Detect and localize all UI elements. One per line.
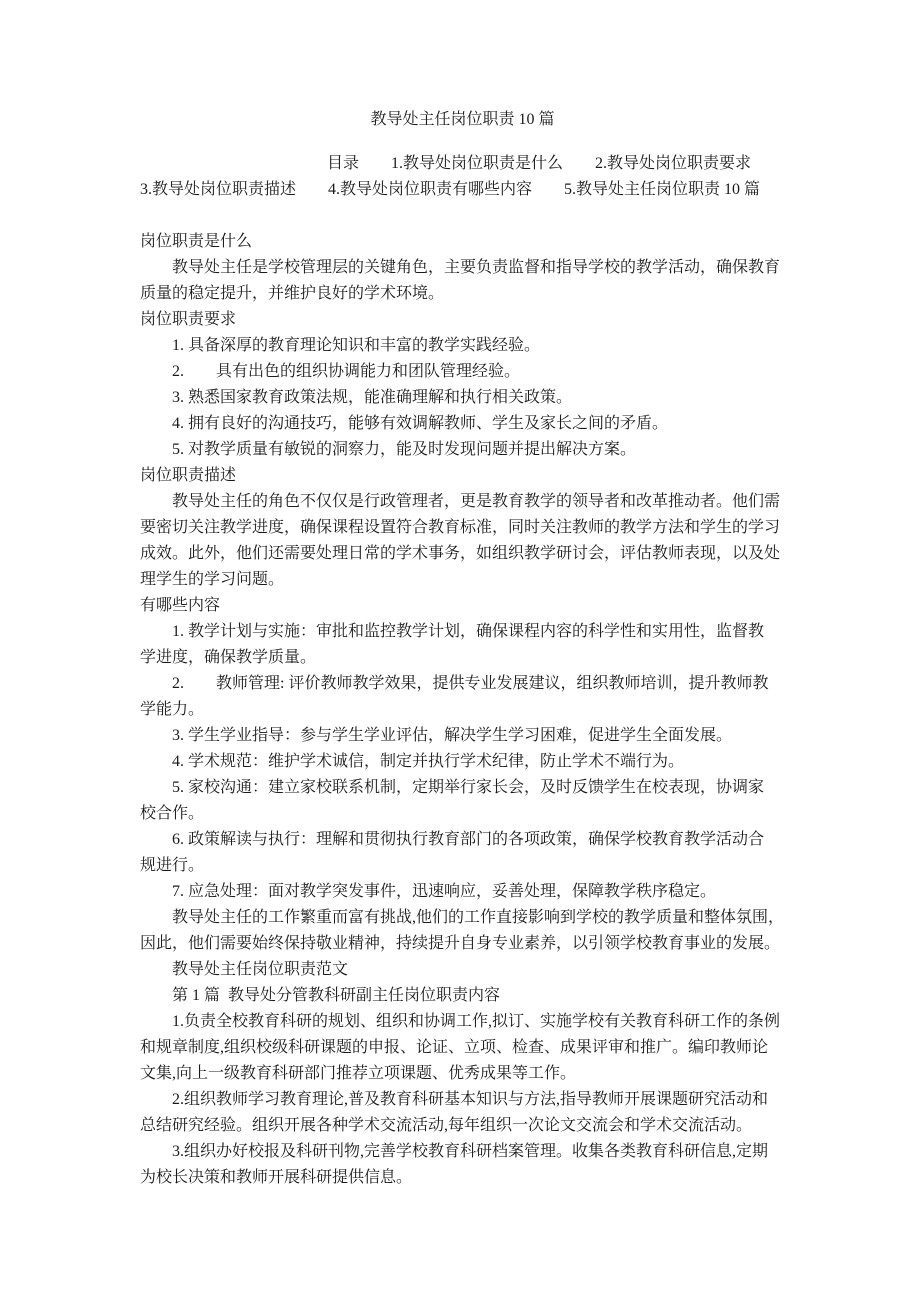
list-item: 2. 教师管理: 评价教师教学效果，提供专业发展建议，组织教师培训，提升教师教: [140, 675, 769, 692]
list-item: 5. 家校沟通：建立家校联系机制，定期举行家长会，及时反馈学生在校表现，协调家: [140, 779, 765, 796]
list-item: 5. 对教学质量有敏锐的洞察力，能及时发现问题并提出解决方案。: [140, 441, 637, 458]
section-heading-requirements: 岗位职责要求: [140, 311, 237, 328]
list-item: 2. 具有出色的组织协调能力和团队管理经验。: [140, 363, 521, 380]
list-item: 规进行。: [140, 857, 205, 874]
blank-line: [140, 203, 785, 229]
text-line: 和规章制度,组织校级科研课题的申报、论证、立项、检查、成果评审和推广。编印教师论: [140, 1039, 769, 1056]
text-line: 3.组织办好校报及科研刊物,完善学校教育科研档案管理。收集各类教育科研信息,定期: [140, 1143, 769, 1160]
toc-line-1: 目录 1.教导处岗位职责是什么 2.教导处岗位职责要求: [327, 155, 752, 172]
text-line: 要密切关注教学进度，确保课程设置符合教育标准，同时关注教师的教学方法和学生的学习: [140, 519, 781, 536]
text-line: 教导处主任是学校管理层的关键角色，主要负责监督和指导学校的教学活动，确保教育: [140, 259, 781, 276]
subheading-article-1: 第 1 篇 教导处分管教科研副主任岗位职责内容: [140, 987, 501, 1004]
text-line: 为校长决策和教师开展科研提供信息。: [140, 1169, 413, 1186]
section-heading-what-is: 岗位职责是什么: [140, 233, 253, 250]
text-line: 教导处主任的角色不仅仅是行政管理者，更是教育教学的领导者和改革推动者。他们需: [140, 493, 781, 510]
text-line: 教导处主任的工作繁重而富有挑战,他们的工作直接影响到学校的教学质量和整体氛围，: [140, 909, 785, 926]
list-item: 1. 教学计划与实施：审批和监控教学计划，确保课程内容的科学性和实用性，监督教: [140, 623, 765, 640]
list-item: 4. 学术规范：维护学术诚信，制定并执行学术纪律，防止学术不端行为。: [140, 753, 685, 770]
section-heading-description: 岗位职责描述: [140, 467, 237, 484]
list-item: 1. 具备深厚的教育理论知识和丰富的教学实践经验。: [140, 337, 541, 354]
list-item: 4. 拥有良好的沟通技巧，能够有效调解教师、学生及家长之间的矛盾。: [140, 415, 669, 432]
text-line: 理学生的学习问题。: [140, 571, 285, 588]
list-item: 3. 学生学业指导：参与学生学业评估，解决学生学习困难，促进学生全面发展。: [140, 727, 733, 744]
list-item: 学能力。: [140, 701, 205, 718]
text-line: 2.组织教师学习教育理论,普及教育科研基本知识与方法,指导教师开展课题研究活动和: [140, 1091, 769, 1108]
text-line: 总结研究经验。组织开展各种学术交流活动,每年组织一次论文交流会和学术交流活动。: [140, 1117, 753, 1134]
document-content: [140, 107, 785, 1191]
list-item: 6. 政策解读与执行：理解和贯彻执行教育部门的各项政策，确保学校教育教学活动合: [140, 831, 765, 848]
subheading-sample-docs: 教导处主任岗位职责范文: [140, 961, 349, 978]
toc-line-2: 3.教导处岗位职责描述 4.教导处岗位职责有哪些内容 5.教导处主任岗位职责 10 篇: [140, 181, 761, 198]
list-item: 校合作。: [140, 805, 205, 822]
section-heading-contents: 有哪些内容: [140, 597, 221, 614]
text-line: 成效。此外，他们还需要处理日常的学术事务，如组织教学研讨会，评估教师表现，以及处: [140, 545, 781, 562]
list-item: 7. 应急处理：面对教学突发事件，迅速响应，妥善处理，保障教学秩序稳定。: [140, 883, 717, 900]
title-spacer: [140, 133, 785, 151]
text-line: 文集,向上一级教育科研部门推荐立项课题、优秀成果等工作。: [140, 1065, 577, 1082]
list-item: 3. 熟悉国家教育政策法规，能准确理解和执行相关政策。: [140, 389, 573, 406]
text-line: 因此，他们需要始终保持敬业精神，持续提升自身专业素养，以引领学校教育事业的发展。: [140, 935, 781, 952]
document-title: 教导处主任岗位职责 10 篇: [370, 111, 555, 128]
text-line: 质量的稳定提升，并维护良好的学术环境。: [140, 285, 445, 302]
text-line: 1.负责全校教育科研的规划、组织和协调工作,拟订、实施学校有关教育科研工作的条例: [140, 1013, 781, 1030]
list-item: 学进度，确保教学质量。: [140, 649, 317, 666]
